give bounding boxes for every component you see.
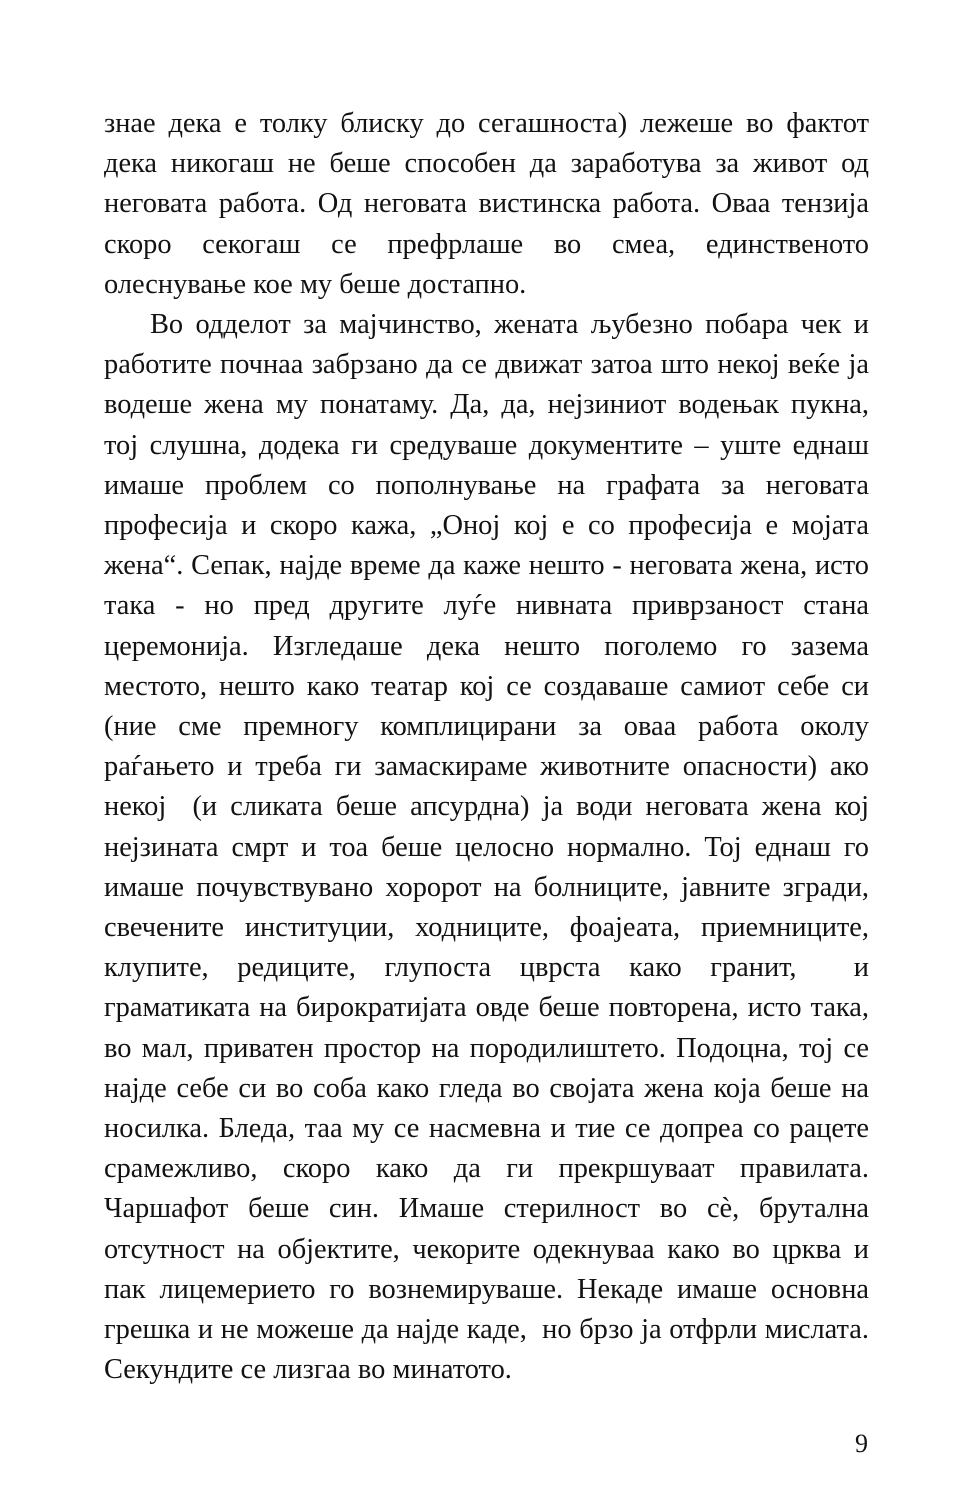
paragraph-maternity-ward: Во одделот за мајчинство, жената љубезно побара чек и работите почнаа забрзано да се движат затоа што некој веќе ја водеше жена му понатаму. Да, да, нејзиниот водењак пукна, тој слушна, додека ги средуваше документите – уште еднаш имаше проблем со пополнување на графата за неговата професија и скоро кажа, „Оној кој е со професија е мојата жена“. Сепак, најде време да каже нешто - неговата жена, исто така - но пред другите луѓе нивната приврзаност стана церемонија. Изгледаше дека нешто поголемо го заземa местото, нешто како театар кој се создаваше самиот себе си (ние сме премногу комплицирани за оваа работа околу раѓањето и треба ги замаскираме животните опасности) ако некој (и сликата беше апсурдна) ја води неговата жена кој нејзината смрт и тоа беше целосно нормално. Тој еднаш го имаше почувствувано хоророт на болниците, јавните згради, свечените институции, ходниците, фоајеата, приемниците, клупите, редиците, глупоста цврста како гранит, и граматиката на бирократијата овде беше повторена, исто така, во мал, приватен простор на породилиштето. Подоцна, тој се најде себе си во соба како гледа во својата жена која беше на носилка. Бледа, таа му се насмевна и тие се допреа со рацете срамежливо, скоро како да ги прекршуваат правилата. Чаршафот беше син. Имаше стерилност во сѐ, брутална отсутност на објектите, чекорите одекнуваа како во црква и пак лицемерието го вознемируваше. Некаде имаше основна грешка и не можеше да најде каде, но брзо ја отфрли мислата. Секундите се лизгаа во минатото.: [104, 309, 877, 1386]
page-number: 9: [855, 1429, 868, 1458]
page-text-block: [104, 104, 877, 1391]
paragraph-continuation: знае дека е толку блиску до сегашноста) лежеше во фактот дека никогаш не беше способен да заработува за живот од неговата работа. Од неговата вистинска работа. Оваа тензија скоро секогаш се префрлаше во смеа, единственото олеснување кое му беше достапно.: [104, 108, 877, 300]
